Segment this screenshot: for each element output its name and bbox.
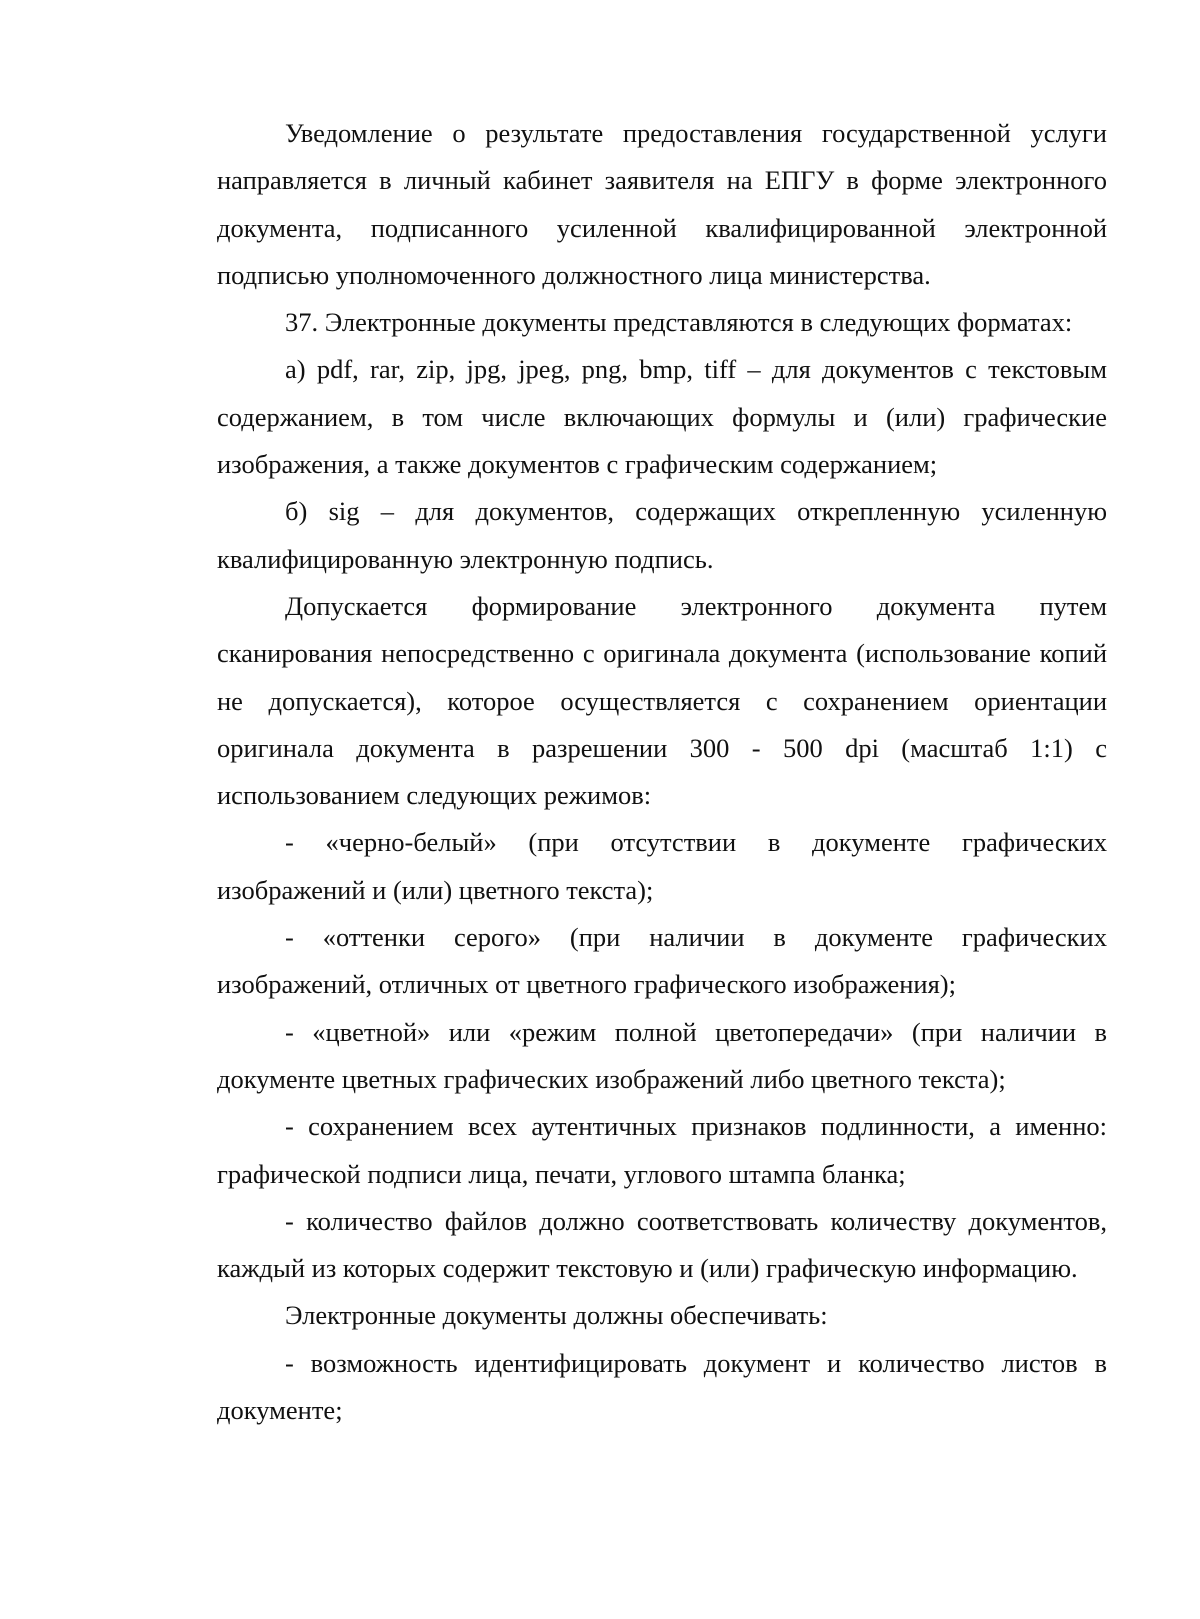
paragraph-authenticity: - сохранением всех аутентичных признаков подлинности, а именно: графической подписи лица, печати, углового штампа бланка; <box>217 1111 1107 1189</box>
paragraph-mode-gray: - «оттенки серого» (при наличии в документе графических изображений, отличных от цветного графического изображения); <box>217 922 1107 1000</box>
paragraph-formats-b: б) sig – для документов, содержащих открепленную усиленную квалифицированную электронную подпись. <box>217 496 1107 574</box>
paragraph-formats-a: а) pdf, rar, zip, jpg, jpeg, png, bmp, tiff – для документов с текстовым содержанием, в том числе включающих формулы и (или) графические изображения, а также документов с графическим содержанием; <box>217 354 1107 480</box>
paragraph-formats-heading: 37. Электронные документы представляются в следующих форматах: <box>285 307 1073 338</box>
document-body <box>217 110 1107 1434</box>
paragraph-notification: Уведомление о результате предоставления государственной услуги направляется в личный кабинет заявителя на ЕПГУ в форме электронного документа, подписанного усиленной квалифицированной электронной подписью уполномоченного должностного лица министерства. <box>217 118 1107 290</box>
paragraph-mode-color: - «цветной» или «режим полной цветопередачи» (при наличии в документе цветных графических изображений либо цветного текста); <box>217 1016 1107 1094</box>
paragraph-file-count: - количество файлов должно соответствовать количеству документов, каждый из которых содержит текстовую и (или) графическую информацию. <box>217 1205 1107 1284</box>
paragraph-requirements-heading: Электронные документы должны обеспечивать: <box>285 1300 828 1331</box>
paragraph-mode-bw: - «черно-белый» (при отсутствии в документе графических изображений и (или) цветного текста); <box>217 827 1107 905</box>
paragraph-requirement-identify: - возможность идентифицировать документ и количество листов в документе; <box>217 1347 1107 1426</box>
paragraph-scanning: Допускается формирование электронного документа путем сканирования непосредственно с оригинала документа (использование копий не допускается), которое осуществляется с сохранением ориентации оригинала документа в разрешении 300 - 500 dpi (масштаб 1:1) с использованием следующих режимов: <box>217 590 1107 811</box>
